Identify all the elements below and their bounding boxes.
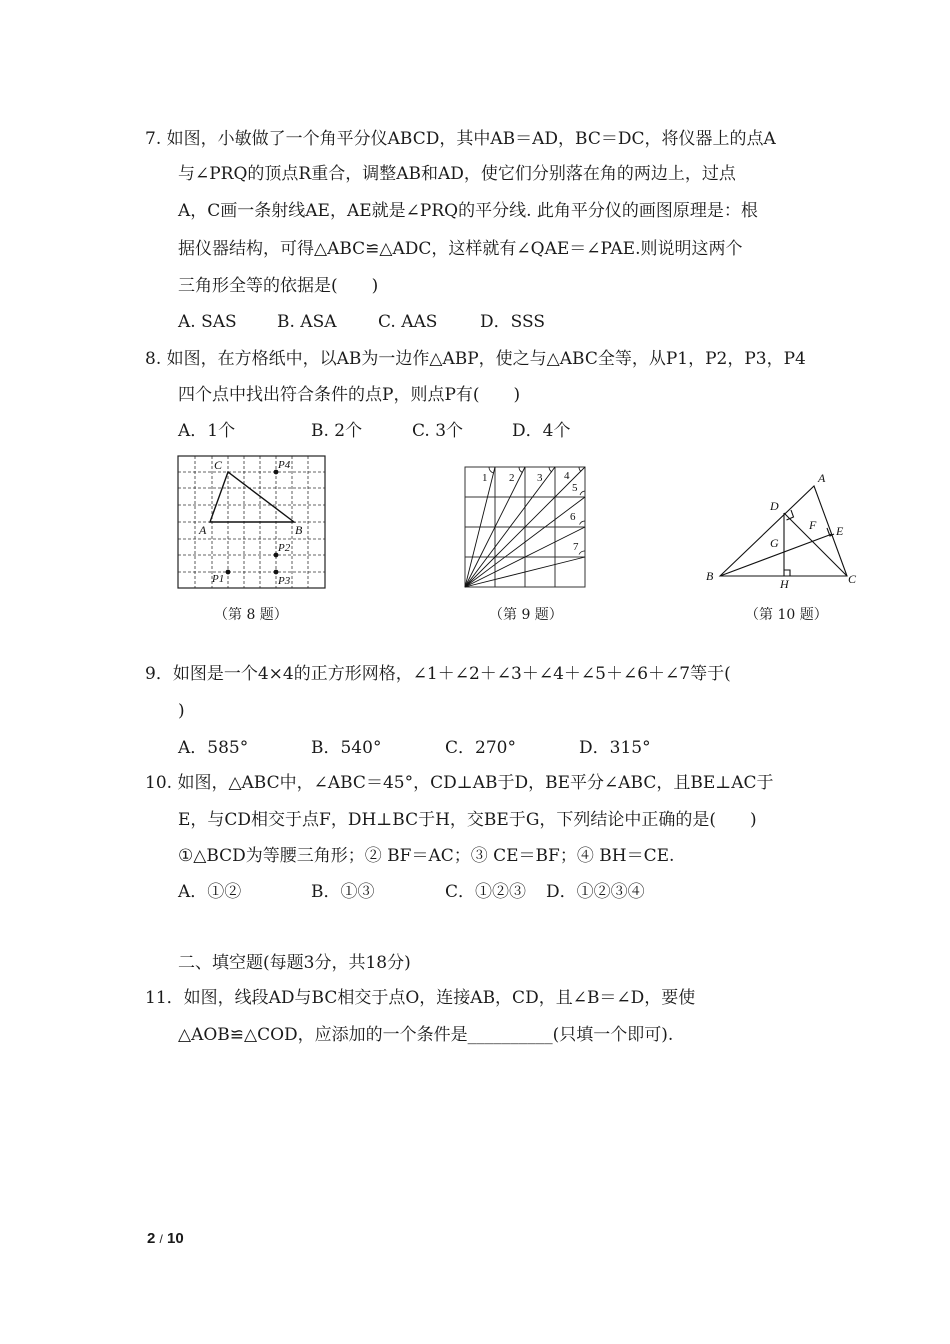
fig9-angle-2: 2 xyxy=(509,472,515,484)
q10-line-2: E，与CD相交于点F，DH⊥BC于H，交BE于G，下列结论中正确的是( ) xyxy=(178,810,757,830)
q7-line-3: A，C画一条射线AE，AE就是∠PRQ的平分线. 此角平分仪的画图原理是：根 xyxy=(178,201,758,221)
fig8-label-p2: P2 xyxy=(278,542,291,554)
q7-option-a: A. SAS xyxy=(178,312,237,332)
fig10-label-g: G xyxy=(770,536,779,550)
fig9-angle-6: 6 xyxy=(570,511,576,523)
q7-line-1: 7. 如图，小敏做了一个角平分仪ABCD，其中AB＝AD，BC＝DC，将仪器上的点A xyxy=(145,129,776,149)
q8-line-2: 四个点中找出符合条件的点P，则点P有( ) xyxy=(178,385,521,405)
figure-9-grid xyxy=(460,462,592,594)
fig9-angle-3: 3 xyxy=(537,472,543,484)
section-2-title: 二、填空题(每题3分，共18分) xyxy=(178,953,411,973)
fig8-label-c: C xyxy=(214,458,223,472)
page-separator: / xyxy=(159,1232,163,1246)
q7-line-5: 三角形全等的依据是( ) xyxy=(178,276,379,296)
q10-line-3: ①△BCD为等腰三角形；② BF＝AC；③ CE＝BF；④ BH＝CE. xyxy=(178,846,675,866)
fig8-label-a: A xyxy=(199,523,207,537)
q7-option-b: B. ASA xyxy=(277,312,337,332)
q8-option-a: A．1个 xyxy=(178,421,236,441)
q11-line-2: △AOB≌△COD，应添加的一个条件是__________(只填一个即可). xyxy=(178,1025,674,1045)
q8-option-b: B. 2个 xyxy=(311,421,363,441)
figure-8-caption: （第 8 题） xyxy=(214,607,288,623)
page-number xyxy=(147,1230,184,1247)
fig8-label-p4: P4 xyxy=(278,459,291,471)
q7-option-c: C. AAS xyxy=(378,312,438,332)
fig8-label-b: B xyxy=(295,523,303,537)
fig9-angle-5: 5 xyxy=(572,482,578,494)
q7-line-2: 与∠PRQ的顶点R重合，调整AB和AD，使它们分别落在角的两边上，过点 xyxy=(178,164,736,184)
page-total: 10 xyxy=(167,1230,184,1247)
q10-option-d: D．①②③④ xyxy=(546,882,645,902)
q10-option-a: A．①② xyxy=(178,882,242,902)
fig9-angle-1: 1 xyxy=(482,472,488,484)
q9-line-2: ) xyxy=(178,701,185,721)
fig10-label-h: H xyxy=(780,577,789,591)
fig10-label-e: E xyxy=(836,524,844,538)
q9-option-d: D．315° xyxy=(579,738,651,758)
fig10-label-d: D xyxy=(770,499,779,513)
fig10-label-c: C xyxy=(848,572,857,586)
page-current: 2 xyxy=(147,1230,156,1247)
fig8-label-p1: P1 xyxy=(212,573,225,585)
q9-option-b: B．540° xyxy=(311,738,382,758)
q9-option-a: A．585° xyxy=(178,738,249,758)
q9-option-c: C．270° xyxy=(445,738,516,758)
figure-10-triangle xyxy=(700,466,865,591)
figure-10-caption: （第 10 题） xyxy=(745,607,828,623)
figure-9-caption: （第 9 题） xyxy=(489,607,563,623)
q10-line-1: 10. 如图，△ABC中，∠ABC＝45°，CD⊥AB于D，BE平分∠ABC，且BE⊥AC于 xyxy=(145,773,774,793)
fig9-angle-7: 7 xyxy=(573,541,579,553)
q11-line-1: 11．如图，线段AD与BC相交于点O，连接AB，CD，且∠B＝∠D，要使 xyxy=(145,988,696,1008)
q9-line-1: 9．如图是一个4×4的正方形网格，∠1＋∠2＋∠3＋∠4＋∠5＋∠6＋∠7等于( xyxy=(145,664,731,684)
fig9-angle-4: 4 xyxy=(564,470,570,482)
q8-option-c: C. 3个 xyxy=(412,421,464,441)
q8-line-1: 8. 如图，在方格纸中，以AB为一边作△ABP，使之与△ABC全等，从P1，P2，P3，P4 xyxy=(145,349,806,369)
q7-option-d: D．SSS xyxy=(480,312,545,332)
fig8-label-p3: P3 xyxy=(278,575,291,587)
q10-option-b: B．①③ xyxy=(311,882,375,902)
q10-option-c: C．①②③ xyxy=(445,882,527,902)
figure-8-grid xyxy=(172,452,332,594)
q8-option-d: D．4个 xyxy=(512,421,571,441)
q7-line-4: 据仪器结构，可得△ABC≌△ADC，这样就有∠QAE＝∠PAE.则说明这两个 xyxy=(178,239,743,259)
fig10-label-b: B xyxy=(706,569,714,583)
fig10-label-f: F xyxy=(809,518,817,532)
fig10-label-a: A xyxy=(818,471,826,485)
